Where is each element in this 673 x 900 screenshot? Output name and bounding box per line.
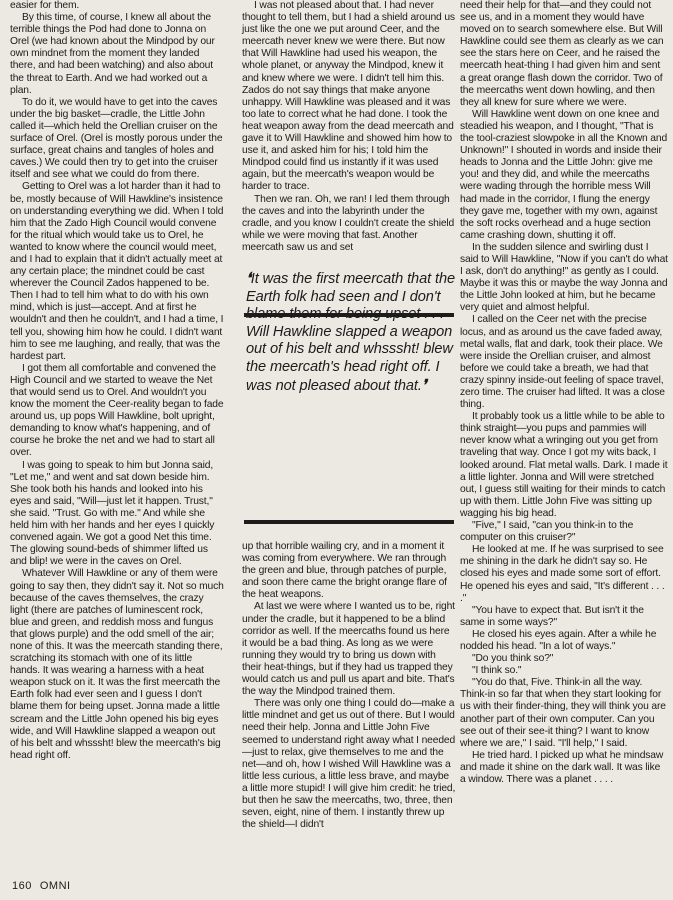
paragraph: I got them all comfortable and convened the High Council and we started to weave the Net that would send us to Orel. And wouldn't you know the moment the Ceer-reality began to fade around us, up pops Will Hawkline, bolt upright, demanding to know what's happening, and of course he broke the net and we had to start all over. xyxy=(10,362,224,459)
pull-quote-text: It was the first meercath that the Earth folk had seen and I don't blame them for being upset . . . Will Hawkline slapped a weapon out of his belt and whsssht! blew the meercath's head right off. I was not pleased about that. xyxy=(246,271,455,394)
paragraph: easier for them. xyxy=(10,0,80,11)
paragraph: It probably took us a little while to be able to think straight—you pups and pammies will never know what a wringing out you get from traveling that way. Once I got my wits back, I looked around. Flat metal walls. Dark. I made it a little lighter. Jonna and Will were stretched out, I guess still waiting for their minds to catch up with them. Little John Five was sitting up wagging his big head. xyxy=(460,411,668,519)
pull-quote-bottom-rule xyxy=(244,520,454,524)
paragraph: At last we were where I wanted us to be, right under the cradle, but it happened to be a blind corridor as well. If the meercaths found us here it would be a bad thing. As long as we were running they would try to bring us down with their heat-things, but if they had us trapped they would catch us and pull us apart and bite. That's the way the Mindpod trained them. xyxy=(242,601,455,698)
paragraph: In the sudden silence and swirling dust I said to Will Hawkline, "Now if you can't do what I ask, don't do anything!" as gently as I could. Maybe it was this or maybe the way Jonna and the Little John looked at him, but he became very quiet and almost helpful. xyxy=(460,241,668,314)
column-2-top xyxy=(242,0,456,254)
magazine-name: OMNI xyxy=(39,880,71,892)
paragraph: "You have to expect that. But isn't it the same in some ways?" xyxy=(460,604,644,628)
paragraph: He tried hard. I picked up what he mindsaw and made it shine on the dark wall. It was like a window. There was a planet . . . . xyxy=(460,749,664,785)
paragraph: He closed his eyes again. After a while he nodded his head. "In a lot of ways." xyxy=(460,628,657,652)
paragraph: need their help for that—and they could not see us, and in a moment they would have moved on to search somewhere else. But Will Hawkline could see them as clearly as we can see the stars here on Ceer, and he raised the meercath heat-thing I had given him and sent a great orange flash down the corridor. Two of the meercaths went down howling, and then they all knew for sure where we were. xyxy=(460,0,664,108)
paragraph: up that horrible wailing cry, and in a moment it was coming from everywhere. We ran through the green and blue, through patches of purple, and soon there came the bright orange flare of the heat weapons. xyxy=(242,541,447,601)
paragraph: I was going to speak to him but Jonna said, "Let me," and went and sat down beside him. She took both his hands and looked into his eyes and said, "Will—just let it happen. Trust," she said. "Trust. Go with me." And while she held him with her hands and her eyes I quickly convened again. We got a good Net this time. The glowing sound-beds of shimmer lifted us and blip! we were in the caves on Orel. xyxy=(10,459,215,568)
paragraph: Getting to Orel was a lot harder than it had to be, mostly because of Will Hawkline's insistence on understanding everything we did. When I told him that the Zado High Council would convene for the ritual which would take us to Orel, he wanted to know where the council would meet, and I had to explain that it didn't actually meet at any certain place; the mindnet could be cast wherever the Council Zados happened to be. Then I had to tell him what to do with his own mind, which is just—accept. And at first he wouldn't and then he couldn't, and I had a time, I tell you, showing him how he could. I didn't want him to see me laughing, and really, that was the hardest part. xyxy=(10,181,224,362)
paragraph: Then we ran. Oh, we ran! I led them through the caves and into the labyrinth under the cradle, and you know I couldn't create the shield while we were moving that fast. Another meercath saw us and set xyxy=(242,193,455,253)
paragraph: "Do you think so?" xyxy=(472,653,554,665)
paragraph: "You do that, Five. Think-in all the way. Think-in so far that when they start looking for us with their finder-thing, they will think you are another part of their own computer. Can you see out of their see-it thing? I want to know where we are," I said. "I'll help," I said. xyxy=(460,677,666,749)
paragraph: To do it, we would have to get into the caves under the big basket—cradle, the Little John called it—which held the Orellian cruiser on the surface of Orel. (Orel is mostly porous under the surface, great chains and tangles of holes and caves.) We could then try to get into the cruiser itself and see what we could do from there. xyxy=(10,96,223,181)
paragraph: Will Hawkline went down on one knee and steadied his weapon, and I thought, "That is the tool-craziest slowpoke in all the Known and Unknown!" I shouted in words and inside their heads to Jonna and the Little John: give me you! and they did, and while the meercaths were wading through the horrible mess Will had made in the corridor, I flung the energy they gave me, together with my own, against the soft rocks overhead and a huge section came crashing down, shutting it off. xyxy=(460,108,668,241)
open-quote-mark: ❛ xyxy=(246,270,251,287)
page-footer xyxy=(12,880,79,892)
column-3 xyxy=(460,0,668,786)
paragraph: By this time, of course, I knew all about the terrible things the Pod had done to Jonna on Orel (we had known about the Mindpod by our own mindnet from the moment they landed there, and had been watching) and also about the threat to Earth. And we had worked out a plan. xyxy=(10,12,215,96)
paragraph: I called on the Ceer net with the precise locus, and as around us the cave faded away, metal walls, flat and dark, took their place. We were inside the Orellian cruiser, and almost before we could take a breath, we had that crazy spinny inside-out feeling of space travel, zero time. The cruiser had lifted. It was a close thing. xyxy=(460,314,665,411)
paragraph: I was not pleased about that. I had never thought to tell them, but I had a shield around us just like the one we put around Ceer, and the meercath never knew we were there. But now that Will Hawkline had used his weapon, the whole planet, or anyway the Mindpod, knew it and knew where we were. I didn't tell him this. Zados do not say things that make anyone unhappy. Will Hawkline was pleased and it was too late to correct what he had done. I took the heat weapon away from the dead meercath and gave it to Will Hawkline and showed him how to use it, and asked him for his; I told him the Mindpod could find us instantly if it was used again, but the meercath's weapon would be harder to trace. xyxy=(242,0,455,193)
paragraph: "Five," I said, "can you think-in to the computer on this cruiser?" xyxy=(460,520,634,544)
paragraph: There was only one thing I could do—make a little mindnet and get us out of there. But I would need their help. Jonna and Little John Five seemed to understand right away what I needed—just to relax, give themselves to me and the net—and oh, how I wished Will Hawkline was a little less curious, a little less brave, and maybe a little more stupid! I will give him credit: he tried, but then he saw the meercaths, two, three, then seven, eight, nine of them. I instantly threw up the shield—I didn't xyxy=(242,698,456,831)
page-number: 160 xyxy=(12,880,32,892)
paragraph: "I think so." xyxy=(472,665,522,677)
column-2-bottom xyxy=(242,541,456,831)
close-quote-mark: ❜ xyxy=(421,376,427,394)
paragraph: He looked at me. If he was surprised to see me shining in the dark he didn't say so. He closed his eyes and made some sort of effort. He opened his eyes and said, "It's different . . . ." xyxy=(460,544,665,604)
pull-quote xyxy=(246,270,456,395)
paragraph: Whatever Will Hawkline or any of them were going to say then, they didn't say it. Not so much because of the caves themselves, the crazy light (there are patches of luminescent rock, blue and green, and reddish moss and fungus that glows purple) and the odd smell of the air; none of this. It was the meercath standing there, scratching its stomach with one of its little hands. It was wearing a harness with a heat weapon stuck on it. It was the first meercath the Earth folk had ever seen and I guess I don't blame them for being upset. Jonna made a little scream and the Little John opened his big eyes wide, and Will Hawkline slapped a weapon out of his belt and whsssht! blew the meercath's big head right off. xyxy=(10,568,224,761)
column-1 xyxy=(10,0,224,762)
